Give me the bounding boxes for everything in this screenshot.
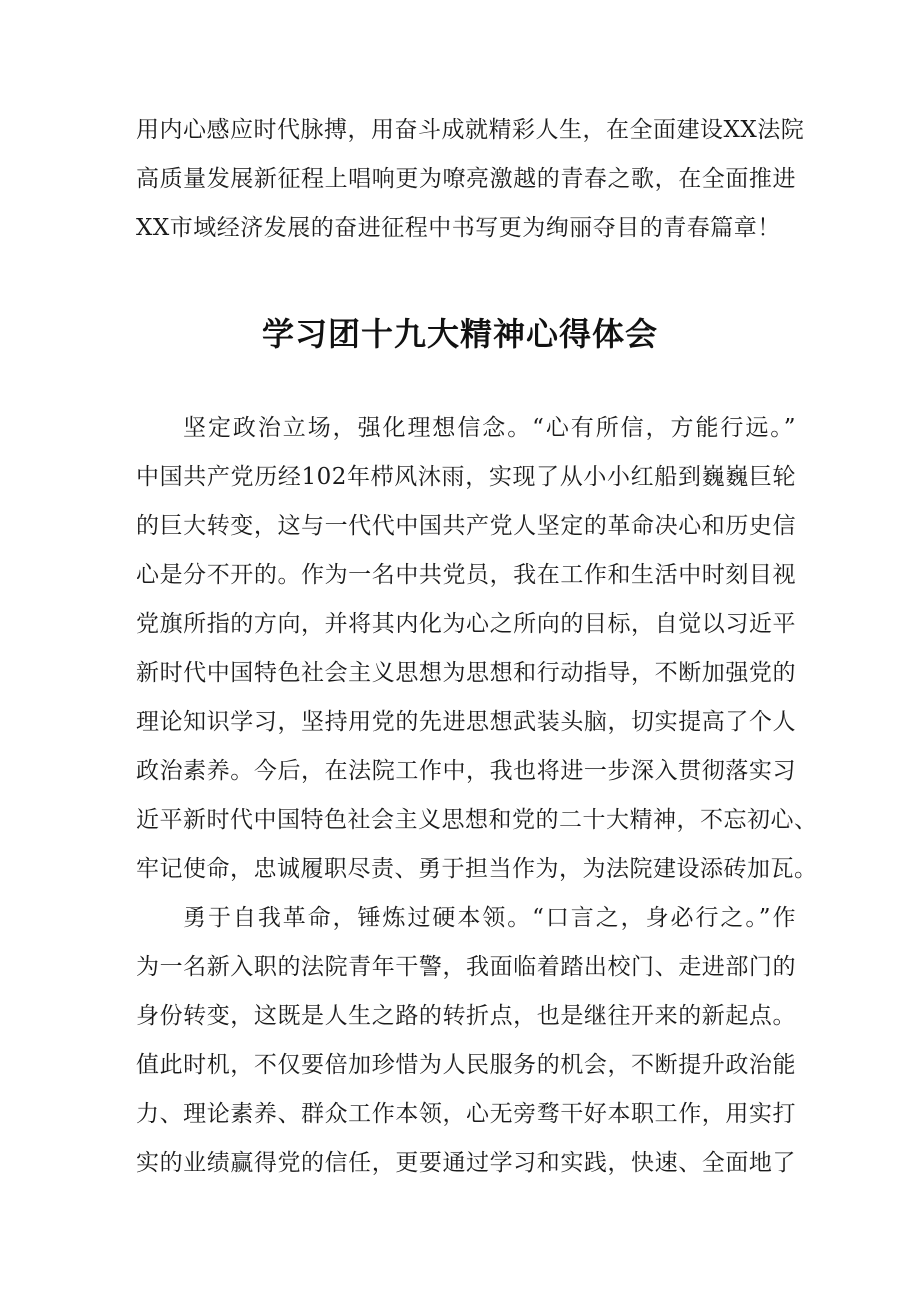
- paragraph1-line-5: 党旗所指的方向，并将其内化为心之所向的目标，自觉以习近平: [136, 611, 796, 637]
- paragraph1-line-4: 心是分不开的。作为一名中共党员，我在工作和生活中时刻目视: [136, 562, 796, 588]
- article-title: 学习团十九大精神心得体会: [261, 315, 658, 353]
- paragraph2-line-4: 值此时机，不仅要倍加珍惜为人民服务的机会，不断提升政治能: [136, 1052, 796, 1078]
- intro-line-1: 用内心感应时代脉搏，用奋斗成就精彩人生，在全面建设XX法院: [136, 117, 805, 143]
- paragraph1-line-8: 政治素养。今后，在法院工作中，我也将进一步深入贯彻落实习: [136, 758, 796, 784]
- paragraph1-line-6: 新时代中国特色社会主义思想为思想和行动指导，不断加强党的: [136, 660, 796, 686]
- paragraph2-line-1: 勇于自我革命，锤炼过硬本领。“口言之，身必行之。”作: [183, 905, 796, 931]
- paragraph1-line-7: 理论知识学习，坚持用党的先进思想武装头脑，切实提高了个人: [136, 709, 796, 735]
- paragraph1-line-9: 近平新时代中国特色社会主义思想和党的二十大精神，不忘初心、: [136, 807, 818, 833]
- paragraph1-line-2: 中国共产党历经102年栉风沐雨，实现了从小小红船到巍巍巨轮: [136, 464, 796, 490]
- paragraph1-line-3: 的巨大转变，这与一代代中国共产党人坚定的革命决心和历史信: [136, 513, 796, 539]
- intro-line-2: 高质量发展新征程上唱响更为嘹亮激越的青春之歌，在全面推进: [136, 166, 796, 192]
- paragraph1-line-10: 牢记使命，忠诚履职尽责、勇于担当作为，为法院建设添砖加瓦。: [136, 856, 818, 882]
- paragraph2-line-3: 身份转变，这既是人生之路的转折点，也是继往开来的新起点。: [136, 1003, 796, 1029]
- intro-line-3: XX市域经济发展的奋进征程中书写更为绚丽夺目的青春篇章！: [136, 215, 781, 241]
- paragraph2-line-2: 为一名新入职的法院青年干警，我面临着踏出校门、走进部门的: [136, 954, 796, 980]
- paragraph2-line-6: 实的业绩赢得党的信任，更要通过学习和实践，快速、全面地了: [136, 1150, 796, 1176]
- paragraph1-line-1: 坚定政治立场，强化理想信念。“心有所信，方能行远。”: [183, 415, 796, 441]
- paragraph2-line-5: 力、理论素养、群众工作本领，心无旁骛干好本职工作，用实打: [136, 1101, 796, 1127]
